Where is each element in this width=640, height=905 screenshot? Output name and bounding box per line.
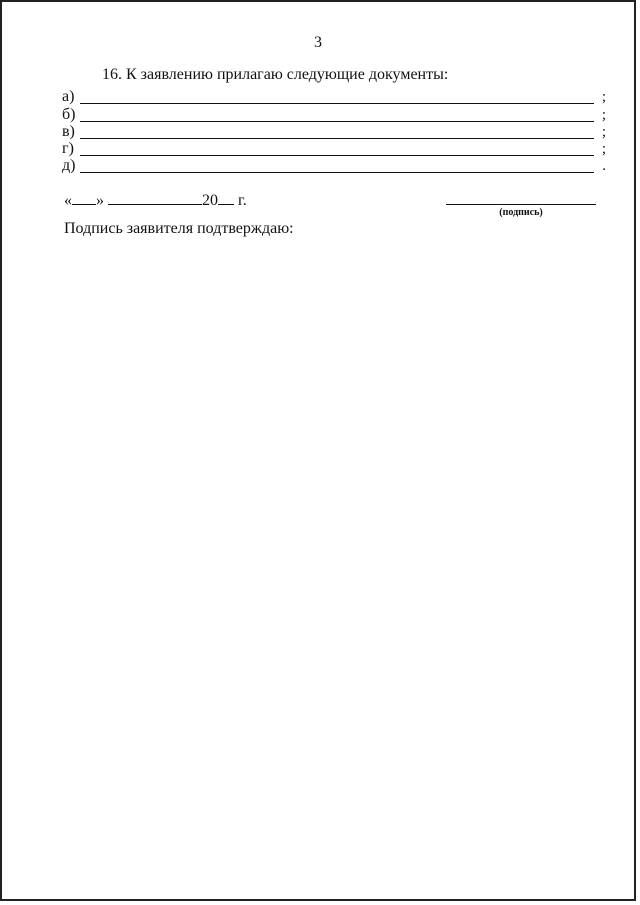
open-quote: «	[64, 192, 72, 209]
signature-line	[446, 204, 596, 205]
document-letter: д)	[62, 157, 76, 174]
document-line-a	[62, 88, 606, 106]
blank-line	[80, 103, 594, 104]
date-field	[64, 190, 247, 210]
document-letter: а)	[62, 88, 75, 105]
page-number: 3	[314, 34, 322, 51]
month-blank	[108, 190, 202, 205]
document-letter: б)	[62, 106, 76, 123]
line-end-mark: ;	[601, 141, 606, 157]
blank-line	[80, 172, 594, 173]
confirmation-text: Подпись заявителя подтверждаю:	[64, 220, 294, 237]
document-line-g	[62, 140, 606, 158]
year-blank	[218, 190, 234, 205]
line-end-mark: .	[602, 158, 606, 174]
document-line-v	[62, 123, 606, 141]
blank-line	[80, 138, 594, 139]
line-end-mark: ;	[601, 107, 606, 123]
blank-line	[80, 121, 594, 122]
blank-line	[80, 155, 594, 156]
line-end-mark: ;	[601, 89, 606, 105]
document-letter: в)	[62, 123, 75, 140]
year-prefix: 20	[202, 192, 218, 209]
signature-caption: (подпись)	[499, 207, 543, 218]
document-line-d	[62, 157, 606, 175]
day-blank	[72, 190, 96, 205]
document-letter: г)	[62, 140, 74, 157]
close-quote: »	[96, 192, 104, 209]
year-suffix: г.	[238, 192, 247, 209]
line-end-mark: ;	[601, 124, 606, 140]
section-heading: 16. К заявлению прилагаю следующие документы:	[102, 66, 449, 83]
document-line-b	[62, 106, 606, 124]
